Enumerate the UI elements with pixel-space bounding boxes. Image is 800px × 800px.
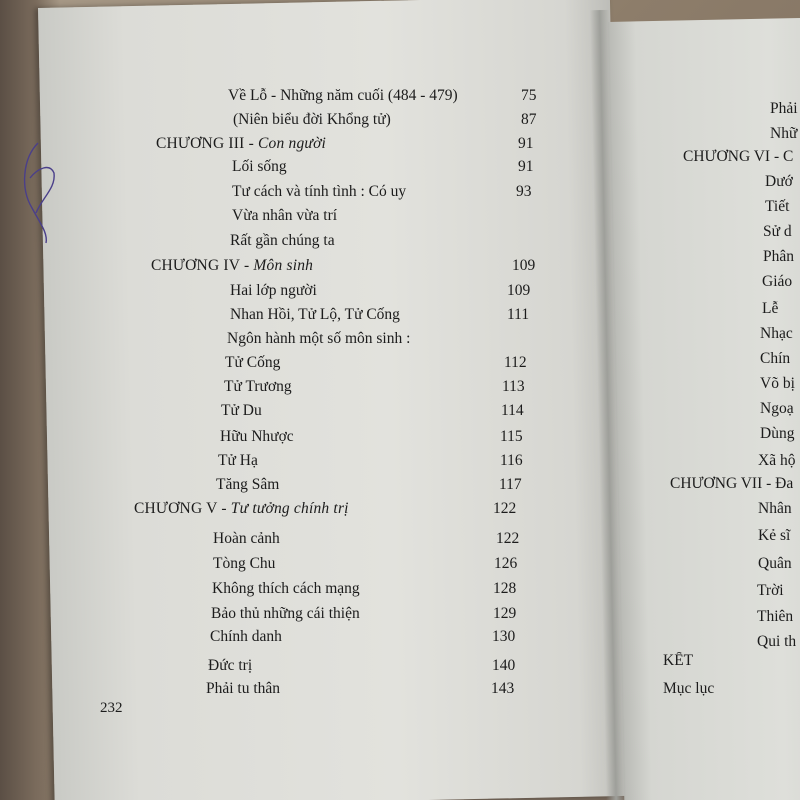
toc-entry-title: Rất gần chúng ta — [230, 232, 335, 249]
toc-entry: Dướ — [765, 173, 793, 190]
chapter-title: Con người — [258, 135, 327, 152]
toc-entry: Võ bị — [760, 375, 795, 392]
toc-entry: Lễ — [762, 300, 779, 317]
toc-entry-title: Tử Du — [221, 402, 262, 419]
toc-entry-page: 109 — [512, 257, 536, 274]
toc-entry-title: Tòng Chu — [213, 555, 276, 572]
toc-entry-title: Chính danh — [210, 628, 282, 645]
toc-entry-title: Tử Hạ — [218, 452, 258, 469]
toc-entry-page: 122 — [493, 500, 517, 517]
toc-entry-page: 117 — [499, 476, 522, 493]
toc-entry: Dùng — [760, 425, 795, 442]
toc-entry-page: 140 — [492, 657, 516, 674]
toc-entry-page: 129 — [493, 605, 517, 622]
toc-entry-title: Bảo thủ những cái thiện — [211, 605, 360, 622]
toc-entry: Sử d — [763, 223, 792, 240]
toc-entry-title: Vừa nhân vừa trí — [232, 207, 338, 224]
toc-entry-page: 115 — [500, 428, 523, 445]
toc-entry-title: Tăng Sâm — [216, 476, 280, 493]
toc-entry-title: Tử Cống — [225, 354, 281, 371]
toc-entry-title: Lối sống — [232, 158, 287, 175]
toc-entry-title: (Niên biểu đời Khổng tử) — [233, 111, 391, 128]
toc-entry-title: Hoàn cảnh — [213, 530, 280, 547]
toc-entry-page: 128 — [493, 580, 517, 597]
toc-entry-title — [156, 135, 326, 153]
toc-entry-page: 126 — [494, 555, 518, 572]
toc-entry-page: 111 — [507, 306, 530, 323]
chapter-heading: CHƯƠNG VII - Đa — [670, 475, 794, 492]
toc-entry: Nhân — [758, 500, 792, 517]
toc-entry-title: Tử Trương — [224, 378, 292, 395]
toc-entry-title: Đức trị — [208, 657, 253, 674]
toc-entry: Kẻ sĩ — [758, 527, 791, 544]
toc-entry: Giáo — [762, 273, 793, 290]
chapter-heading: CHƯƠNG VI - C — [683, 148, 794, 165]
toc-entry-title: Không thích cách mạng — [212, 580, 360, 597]
chapter-label: CHƯƠNG IV — [151, 257, 240, 274]
toc-entry: Phải — [770, 100, 798, 117]
chapter-title: Môn sinh — [253, 257, 314, 274]
toc-entry-title: Ngôn hành một số môn sinh : — [227, 330, 411, 347]
toc-entry: Quân — [758, 555, 792, 572]
toc-entry: Nhữ — [770, 125, 798, 142]
toc-entry: Xã hộ — [758, 452, 796, 469]
chapter-separator: - — [217, 500, 231, 517]
chapter-separator: - — [244, 135, 259, 152]
chapter-label: CHƯƠNG V — [134, 500, 218, 517]
toc-entry-page: 87 — [521, 111, 537, 128]
toc-entry-page: 116 — [500, 452, 523, 469]
toc-entry: Phân — [763, 248, 794, 265]
toc-entry-title: Hữu Nhược — [220, 428, 294, 445]
toc-entry-page: 113 — [502, 378, 525, 395]
toc-entry-page: 91 — [518, 135, 534, 152]
toc-entry-page: 143 — [491, 680, 515, 697]
toc-entry: Thiên — [757, 608, 794, 625]
toc-entry-page: 112 — [504, 354, 527, 371]
toc-entry-title: Phải tu thân — [206, 680, 281, 697]
toc-entry: Nhạc — [760, 325, 793, 342]
toc-entry-page: 93 — [516, 183, 532, 200]
toc-entry: Qui th — [757, 633, 797, 650]
toc-entry: Mục lục — [663, 680, 715, 697]
toc-entry-title: Tư cách và tính tình : Có uy — [232, 183, 407, 200]
toc-entry-title — [134, 500, 349, 518]
toc-entry: KẾT — [663, 652, 694, 669]
chapter-title: Tư tưởng chính trị — [230, 500, 349, 517]
toc-entry-page: 114 — [501, 402, 524, 419]
toc-entry-page: 122 — [496, 530, 520, 547]
toc-entry-page: 130 — [492, 628, 516, 645]
toc-entry-page: 75 — [521, 87, 537, 104]
pen-scribble-icon — [18, 138, 58, 248]
toc-entry-title: Về Lỗ - Những năm cuối (484 - 479) — [228, 87, 458, 104]
toc-entry-page: 109 — [507, 282, 531, 299]
page-number: 232 — [100, 700, 123, 716]
toc-entry: Tiết — [765, 198, 790, 215]
toc-entry-page: 91 — [518, 158, 534, 175]
toc-entry-title — [151, 257, 313, 275]
toc-entry-title: Hai lớp người — [230, 282, 317, 299]
toc-entry: Ngoạ — [760, 400, 794, 417]
toc-entry-title: Nhan Hồi, Tử Lộ, Tử Cống — [230, 306, 400, 323]
chapter-label: CHƯƠNG III — [156, 135, 245, 152]
toc-entry: Trời — [757, 582, 784, 599]
toc-entry: Chín — [760, 350, 791, 367]
chapter-separator: - — [239, 257, 254, 274]
